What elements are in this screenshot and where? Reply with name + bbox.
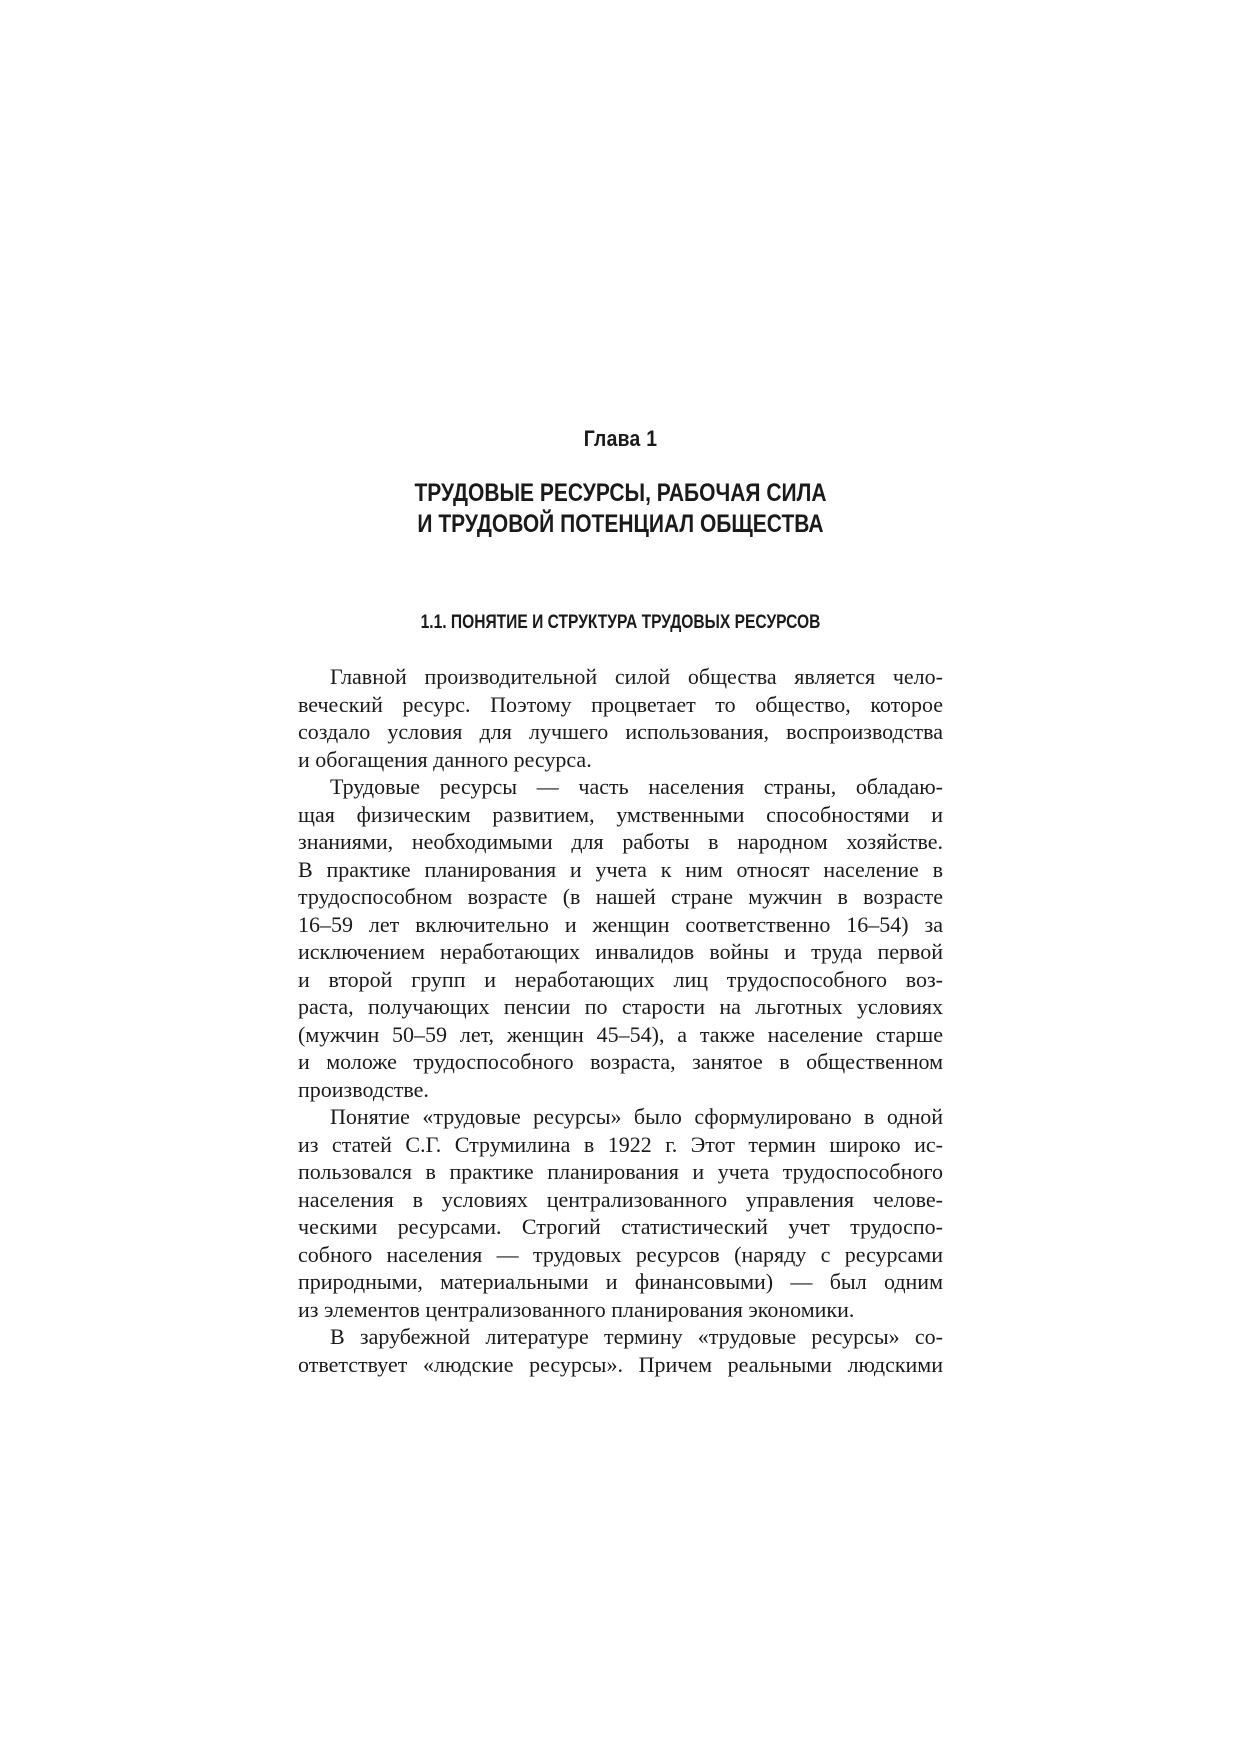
section-title: 1.1. ПОНЯТИЕ И СТРУКТУРА ТРУДОВЫХ РЕСУРСОВ: [420, 612, 821, 633]
chapter-title-line-2: И ТРУДОВОЙ ПОТЕНЦИАЛ ОБЩЕСТВА: [417, 510, 824, 538]
text-line: Трудовые ресурсы — часть населения страны, обладаю-: [330, 774, 943, 799]
text-line: 16–59 лет включительно и женщин соответственно 16–54) за: [298, 911, 943, 937]
paragraph-2: [298, 773, 943, 1103]
text-line: пользовался в практике планирования и учета трудоспособного: [298, 1159, 943, 1184]
body-text: [298, 663, 943, 1378]
text-line: трудоспособном возрасте (в нашей стране мужчин в возрасте: [298, 884, 943, 909]
text-line: и обогащения данного ресурса.: [298, 746, 592, 772]
text-line: (мужчин 50–59 лет, женщин 45–54), а также население старше: [298, 1021, 943, 1047]
text-line: Главной производительной силой общества является чело-: [330, 664, 943, 689]
text-line: и второй групп и неработающих лиц трудоспособного воз-: [298, 966, 943, 992]
text-line: населения в условиях централизованного управления челове-: [298, 1186, 943, 1212]
text-line: и моложе трудоспособного возраста, занятое в общественном: [298, 1049, 943, 1074]
text-line: ответствует «людские ресурсы». Причем реальными людскими: [298, 1351, 943, 1377]
text-line: собного населения — трудовых ресурсов (наряду с ресурсами: [298, 1241, 943, 1267]
text-line: создало условия для лучшего использования, воспроизводства: [298, 719, 943, 744]
text-line: исключением неработающих инвалидов войны и труда первой: [298, 939, 943, 964]
text-line: природными, материальными и финансовыми) — был одним: [298, 1269, 943, 1294]
paragraph-3: [298, 1103, 943, 1323]
text-line: из элементов централизованного планирования экономики.: [298, 1296, 855, 1322]
text-line: из статей С.Г. Струмилина в 1922 г. Этот термин широко ис-: [298, 1131, 943, 1157]
chapter-title-line-1: ТРУДОВЫЕ РЕСУРСЫ, РАБОЧАЯ СИЛА: [414, 479, 827, 507]
text-line: В практике планирования и учета к ним относят население в: [298, 856, 943, 882]
text-line: знаниями, необходимыми для работы в народном хозяйстве.: [298, 829, 943, 854]
text-line: веческий ресурс. Поэтому процветает то общество, которое: [298, 691, 943, 717]
text-line: производстве.: [298, 1076, 429, 1102]
text-line: щая физическим развитием, умственными способностями и: [298, 801, 943, 827]
text-line: раста, получающих пенсии по старости на льготных условиях: [298, 994, 943, 1019]
chapter-label: Глава 1: [583, 426, 658, 451]
text-line: В зарубежной литературе термину «трудовые ресурсы» со-: [330, 1324, 943, 1349]
text-line: ческими ресурсами. Строгий статистический учет трудоспо-: [298, 1214, 943, 1239]
paragraph-4: [298, 1323, 943, 1378]
text-line: Понятие «трудовые ресурсы» было сформулировано в одной: [330, 1104, 943, 1129]
chapter-title: [99, 478, 1141, 540]
paragraph-1: [298, 663, 943, 773]
